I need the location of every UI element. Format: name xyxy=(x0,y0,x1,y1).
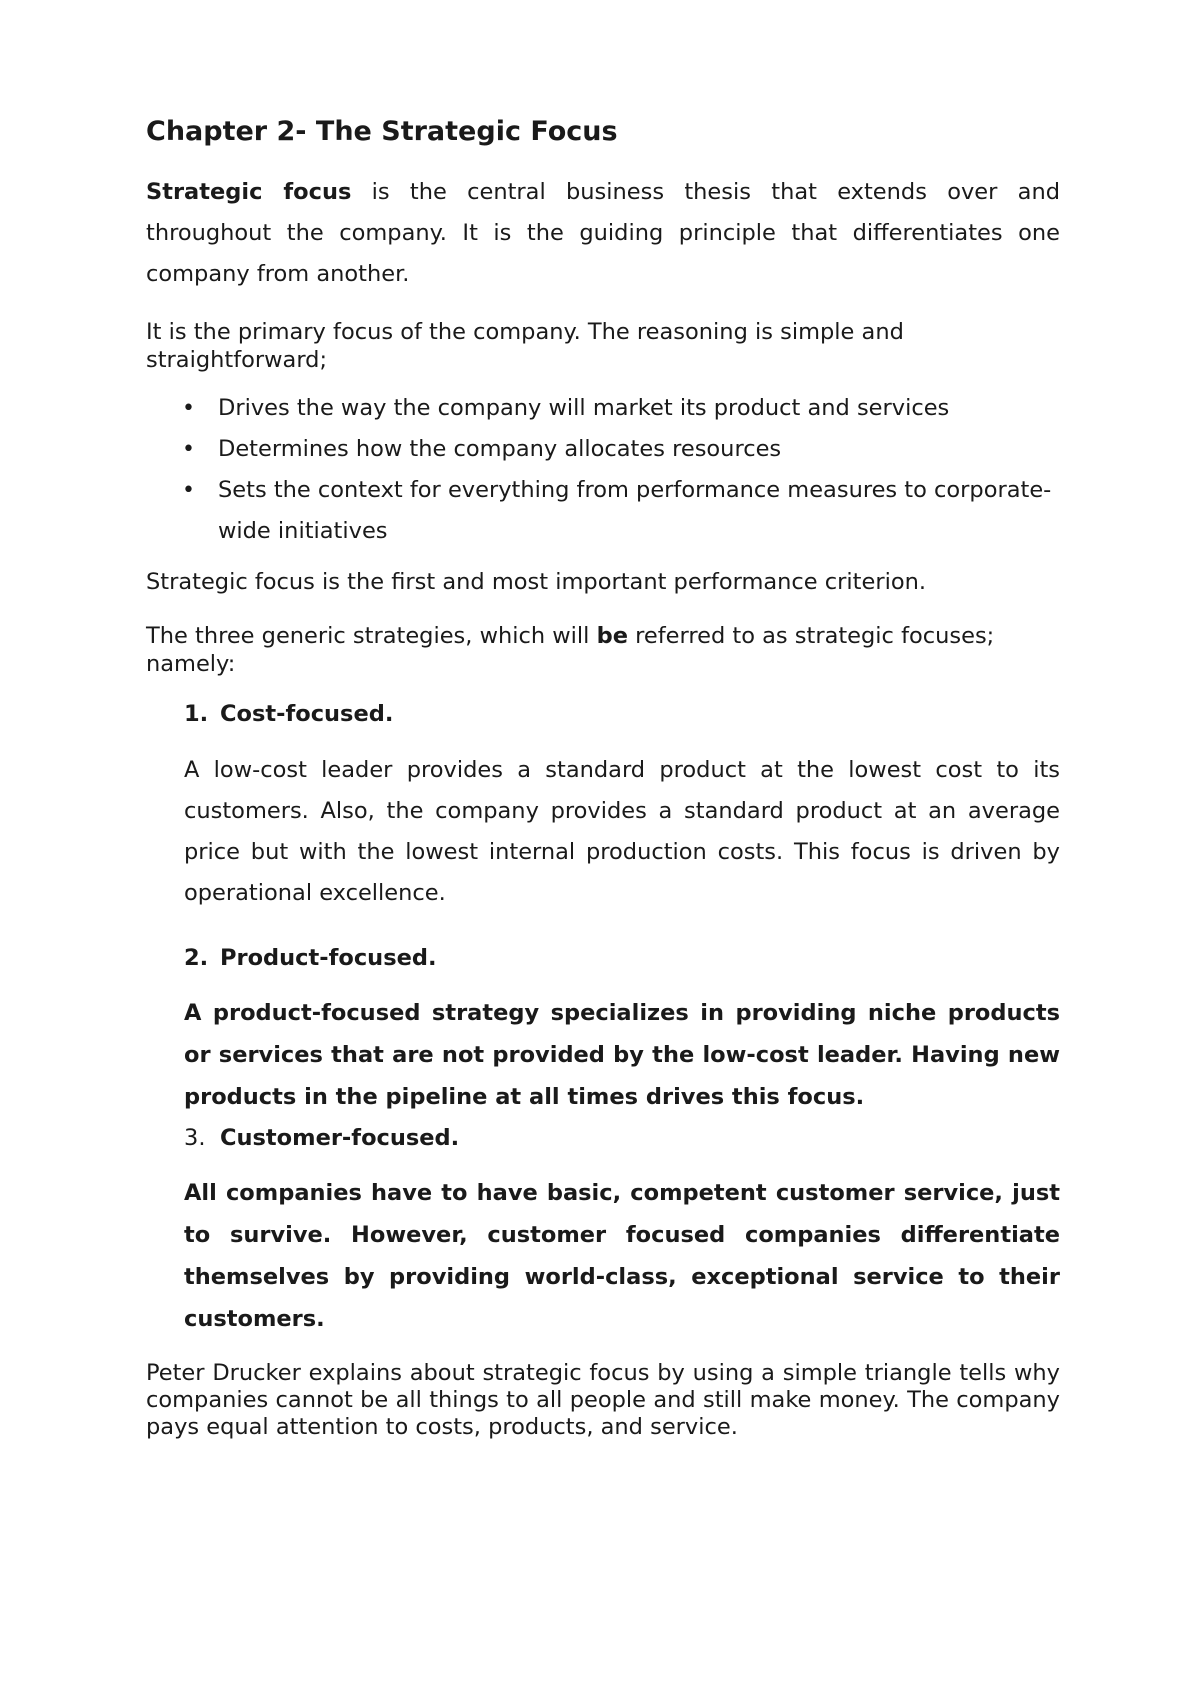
generic-strategies-paragraph xyxy=(146,622,1060,678)
document-content xyxy=(146,112,1060,1441)
drucker-paragraph: Peter Drucker explains about strategic focus by using a simple triangle tells why companies cannot be all things to all people and still make money. The company pays equal attention to costs, products, and service. xyxy=(146,1360,1060,1440)
bullet-list xyxy=(146,388,1060,552)
strategy-heading xyxy=(184,694,1060,735)
strategy-customer xyxy=(184,1118,1060,1340)
bullet-icon: • xyxy=(182,437,195,462)
bullet-item xyxy=(182,470,1060,552)
strategy-heading xyxy=(184,938,1060,979)
strategy-title: Product-focused. xyxy=(220,945,437,971)
strategy-number: 3. xyxy=(184,1125,206,1151)
bullet-item xyxy=(182,388,1060,429)
chapter-title: Chapter 2- The Strategic Focus xyxy=(146,116,618,147)
bullet-icon: • xyxy=(182,478,195,503)
strategy-number: 1. xyxy=(184,701,209,727)
intro-term: Strategic focus xyxy=(146,179,352,205)
generic-text-bold: be xyxy=(596,623,628,649)
bullet-text: Determines how the company allocates resources xyxy=(218,436,782,462)
strategy-body: All companies have to have basic, competent customer service, just to survive. However, customer focused companies differentiate themselves by providing world-class, exceptional service to their customers. xyxy=(184,1180,1060,1332)
bullet-item xyxy=(182,429,1060,470)
intro-text: is the central business thesis that extends over and throughout the company. It is the guiding principle that differentiates one company from another. xyxy=(146,179,1060,287)
bullet-icon: • xyxy=(182,396,195,421)
strategy-heading xyxy=(184,1118,1060,1159)
strategy-body: A product-focused strategy specializes in providing niche products or services that are not provided by the low-cost leader. Having new products in the pipeline at all times drives this focus. xyxy=(184,1000,1060,1110)
generic-text-before: The three generic strategies, which will xyxy=(146,623,597,649)
strategy-body: A low-cost leader provides a standard product at the lowest cost to its customers. Also, the company provides a standard product at an average price but with the lowest internal production costs. This focus is driven by operational excellence. xyxy=(184,757,1060,906)
bullet-text: Drives the way the company will market its product and services xyxy=(218,395,950,421)
first-criterion-paragraph: Strategic focus is the first and most important performance criterion. xyxy=(146,569,927,595)
strategy-title: Customer-focused. xyxy=(220,1125,460,1151)
strategy-number: 2. xyxy=(184,945,209,971)
reasoning-paragraph: It is the primary focus of the company. The reasoning is simple and straightforward; xyxy=(146,319,904,373)
generic-text-after: referred to as strategic focuses; namely: xyxy=(146,623,995,677)
intro-paragraph xyxy=(146,172,1060,295)
strategy-title: Cost-focused. xyxy=(220,701,394,727)
bullet-text: Sets the context for everything from performance measures to corporate-wide initiatives xyxy=(218,477,1052,544)
strategy-cost xyxy=(184,694,1060,914)
strategy-product xyxy=(184,938,1060,1118)
